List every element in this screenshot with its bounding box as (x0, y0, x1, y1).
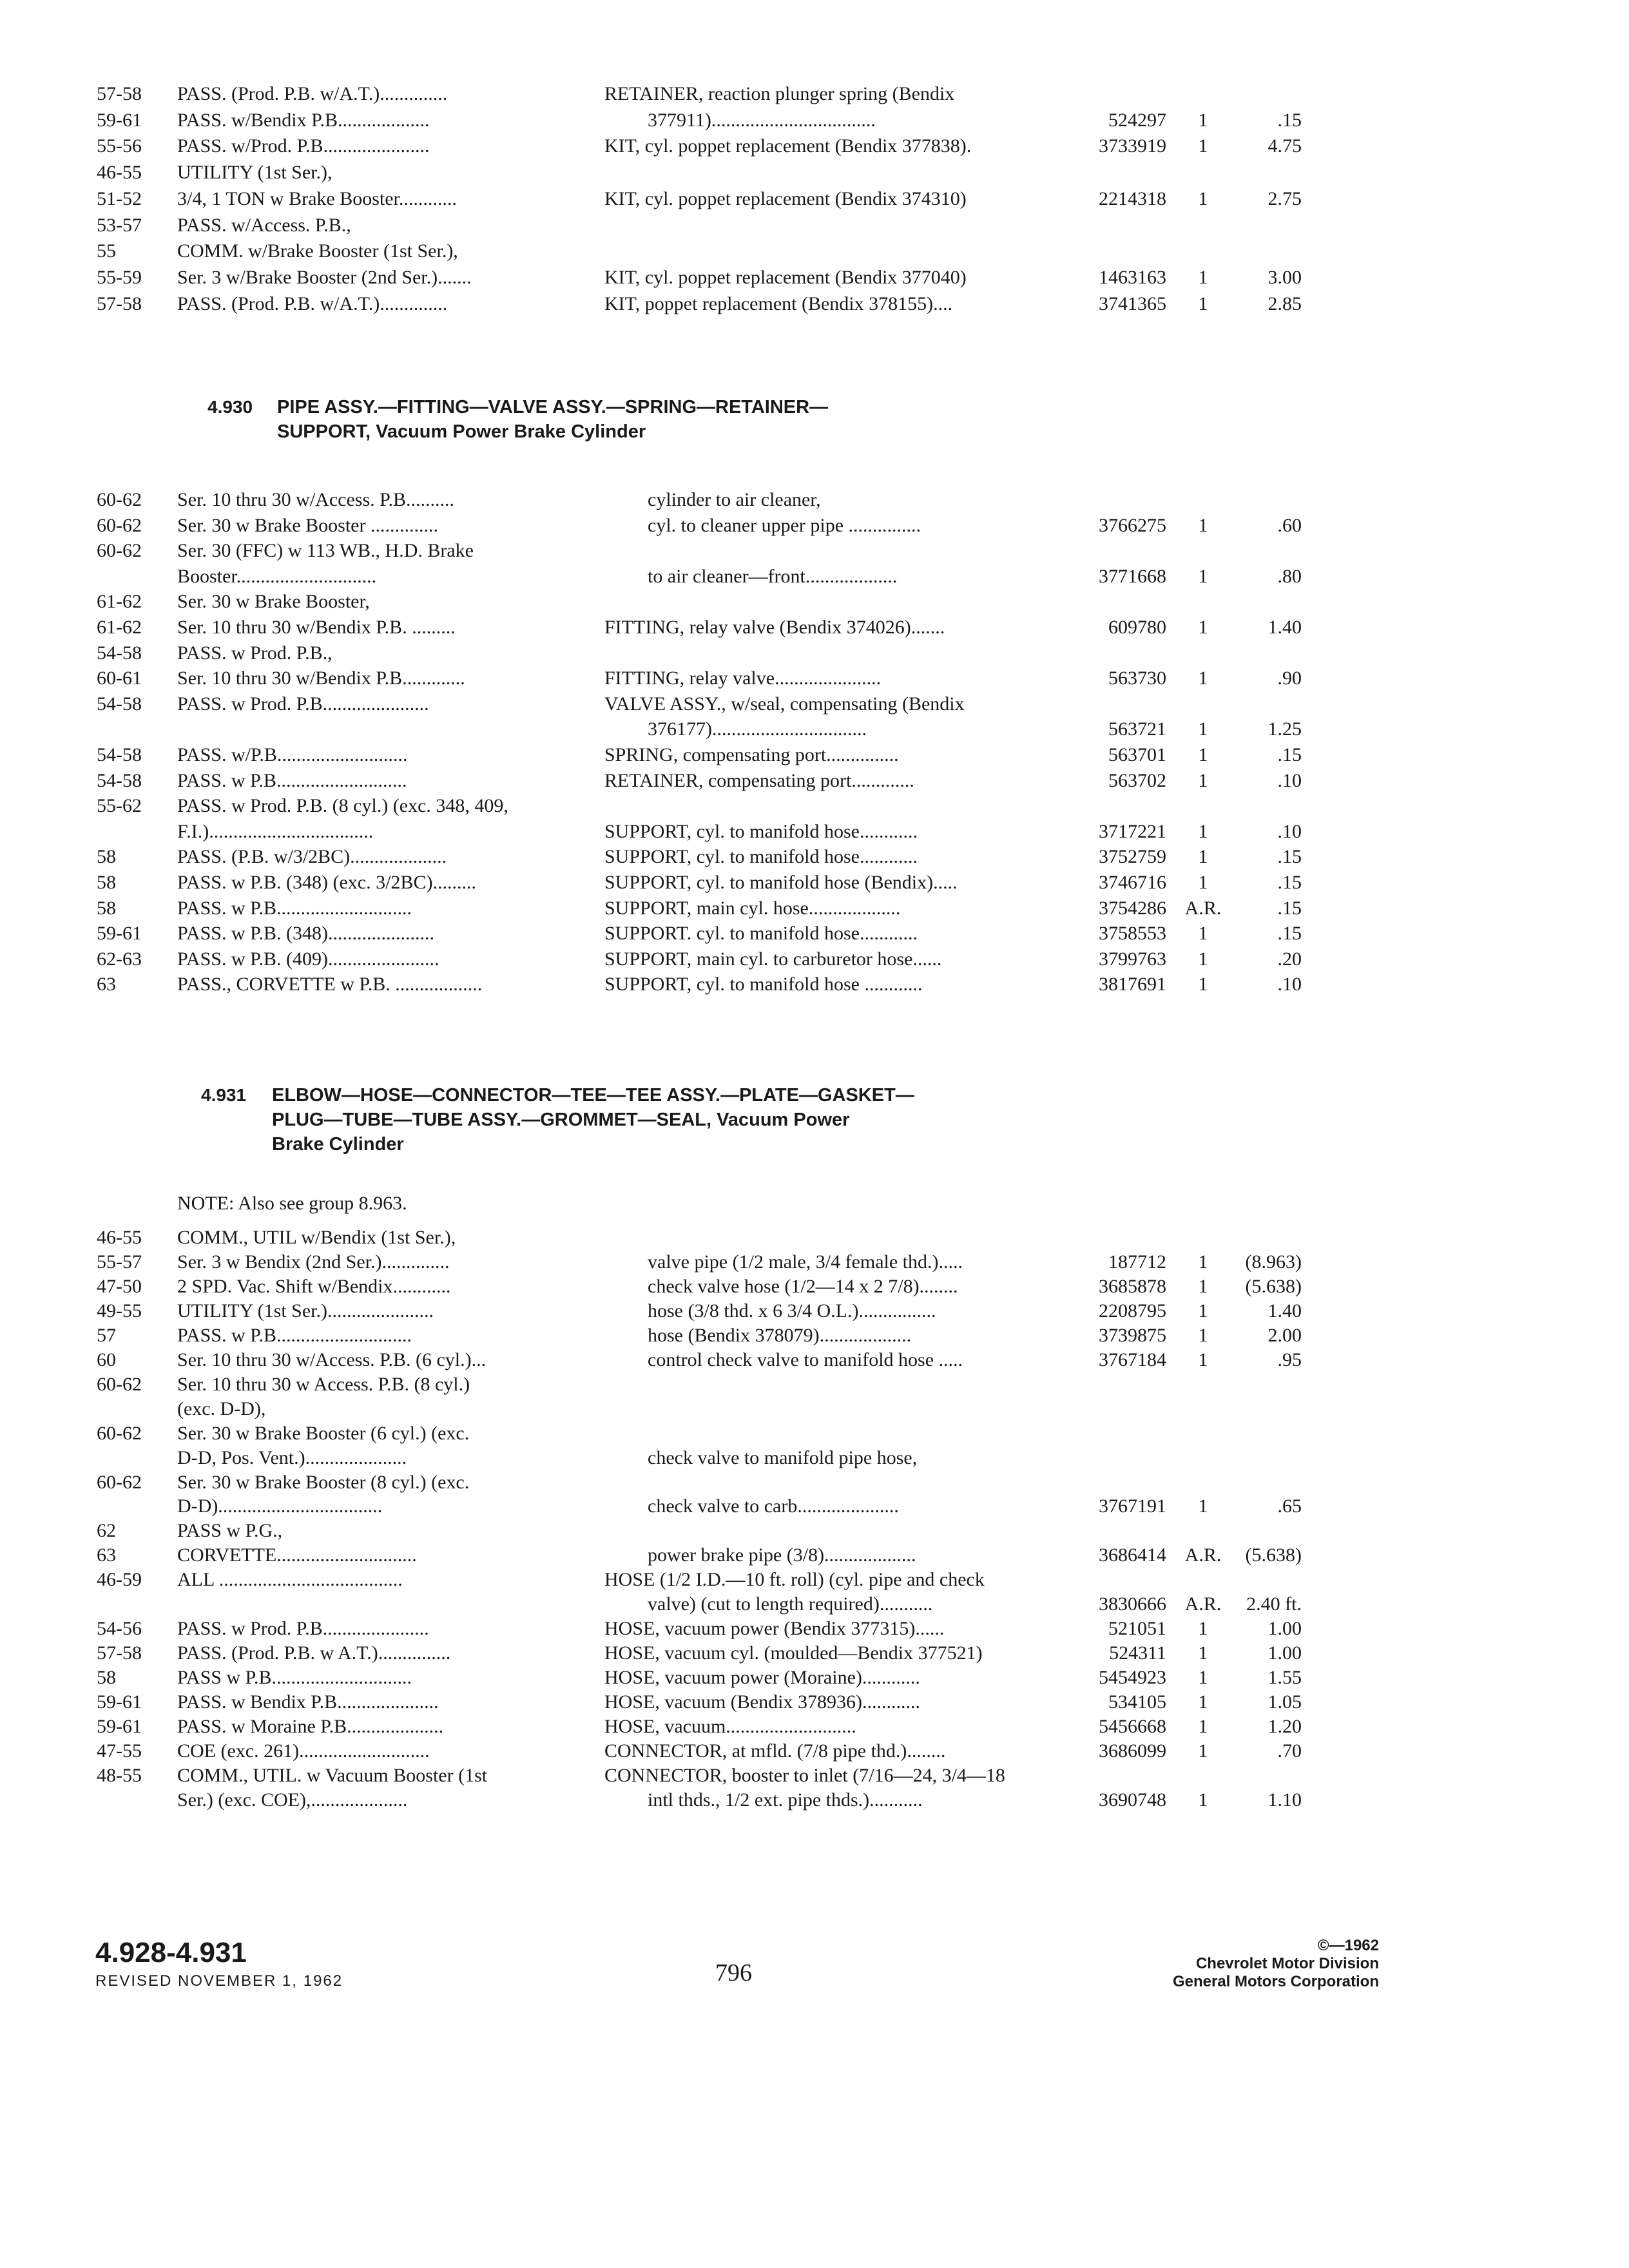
row-price: 1.40 (1268, 1300, 1302, 1321)
row-part-number: 3817691 (1099, 974, 1166, 995)
row-year-range: 63 (97, 974, 116, 995)
section-title-line: PLUG—TUBE—TUBE ASSY.—GROMMET—SEAL, Vacuum Power (272, 1110, 850, 1130)
row-description: KIT, cyl. poppet replacement (Bendix 374310) (604, 188, 967, 209)
row-year-range: 58 (97, 898, 116, 919)
row-quantity: A.R. (1184, 1593, 1222, 1615)
row-application: PASS. w/Access. P.B., (177, 215, 351, 236)
row-quantity: 1 (1198, 668, 1208, 689)
row-application: Ser. 3 w Bendix (2nd Ser.).............. (177, 1251, 450, 1273)
row-year-range: 54-58 (97, 744, 142, 765)
row-price: 2.00 (1268, 1325, 1302, 1346)
row-part-number: 524297 (1108, 110, 1166, 131)
row-price: 1.55 (1268, 1667, 1302, 1688)
row-price: .15 (1277, 846, 1302, 867)
row-price: 1.10 (1268, 1789, 1302, 1811)
row-description: SPRING, compensating port............... (604, 744, 899, 765)
row-application: PASS. (Prod. P.B. w/A.T.).............. (177, 293, 448, 314)
row-price: (5.638) (1245, 1544, 1302, 1566)
row-price: .10 (1277, 974, 1302, 995)
row-year-range: 46-55 (97, 1227, 142, 1248)
section-number: 4.930 (207, 397, 253, 417)
row-application: COMM., UTIL w/Bendix (1st Ser.), (177, 1227, 456, 1248)
row-application: UTILITY (1st Ser.)...................... (177, 1300, 434, 1321)
row-year-range: 59-61 (97, 1716, 142, 1737)
row-year-range: 46-59 (97, 1569, 142, 1590)
row-year-range: 51-52 (97, 188, 142, 209)
row-description: cyl. to cleaner upper pipe ............... (648, 515, 921, 536)
row-application: PASS. w P.B. (348) (exc. 3/2BC)......... (177, 872, 476, 893)
row-description: 377911).................................. (648, 110, 876, 131)
row-price: .15 (1277, 898, 1302, 919)
row-application: PASS. w Prod. P.B...................... (177, 1618, 429, 1639)
row-quantity: 1 (1198, 846, 1208, 867)
row-price: (5.638) (1245, 1276, 1302, 1297)
row-description: SUPPORT, cyl. to manifold hose............ (604, 821, 918, 842)
row-application: Ser. 10 thru 30 w/Access. P.B. (6 cyl.)... (177, 1349, 487, 1370)
row-price: .90 (1277, 668, 1302, 689)
row-price: 4.75 (1268, 135, 1302, 157)
row-description: KIT, poppet replacement (Bendix 378155).... (604, 293, 953, 314)
row-year-range: 57-58 (97, 83, 142, 104)
row-part-number: 609780 (1108, 617, 1166, 638)
row-part-number: 563721 (1108, 718, 1166, 740)
row-application: PASS. w/P.B........................... (177, 744, 408, 765)
row-application: CORVETTE............................. (177, 1544, 417, 1566)
row-year-range: 55 (97, 240, 116, 262)
row-description: FITTING, relay valve (Bendix 374026)....... (604, 617, 945, 638)
row-part-number: 521051 (1108, 1618, 1166, 1639)
row-year-range: 54-56 (97, 1618, 142, 1639)
row-year-range: 57 (97, 1325, 116, 1346)
row-quantity: 1 (1198, 1251, 1208, 1273)
row-year-range: 60-62 (97, 540, 142, 561)
row-year-range: 60-61 (97, 668, 142, 689)
row-part-number: 3767184 (1099, 1349, 1166, 1370)
row-part-number: 3690748 (1099, 1789, 1166, 1811)
row-year-range: 60 (97, 1349, 116, 1370)
row-quantity: 1 (1198, 1691, 1208, 1713)
row-quantity: 1 (1198, 1618, 1208, 1639)
row-application: Ser. 30 w Brake Booster, (177, 591, 370, 612)
row-quantity: 1 (1198, 744, 1208, 765)
row-year-range: 54-58 (97, 693, 142, 715)
row-description: SUPPORT, main cyl. to carburetor hose...... (604, 948, 942, 970)
section-title-line: PIPE ASSY.—FITTING—VALVE ASSY.—SPRING—RETAINER— (277, 397, 829, 418)
row-year-range: 57-58 (97, 1642, 142, 1664)
row-year-range: 58 (97, 872, 116, 893)
row-price: 2.40 ft. (1246, 1593, 1302, 1615)
row-description: CONNECTOR, at mfld. (7/8 pipe thd.)........ (604, 1740, 946, 1762)
row-quantity: 1 (1198, 718, 1208, 740)
row-quantity: 1 (1198, 267, 1208, 288)
row-quantity: 1 (1198, 1325, 1208, 1346)
row-part-number: 3830666 (1099, 1593, 1166, 1615)
row-year-range: 55-56 (97, 135, 142, 157)
row-year-range: 55-62 (97, 795, 142, 816)
row-quantity: 1 (1198, 1716, 1208, 1737)
section-title-line: Brake Cylinder (272, 1134, 404, 1155)
row-application: COE (exc. 261)........................... (177, 1740, 430, 1762)
row-quantity: 1 (1198, 1300, 1208, 1321)
row-part-number: 187712 (1108, 1251, 1166, 1273)
row-application: Ser. 30 w Brake Booster (8 cyl.) (exc. (177, 1472, 470, 1493)
row-description: SUPPORT, cyl. to manifold hose (Bendix)..... (604, 872, 958, 893)
row-year-range: 58 (97, 1667, 116, 1688)
row-application: Ser. 10 thru 30 w/Bendix P.B............. (177, 668, 465, 689)
row-year-range: 59-61 (97, 1691, 142, 1713)
row-description: HOSE, vacuum cyl. (moulded—Bendix 377521) (604, 1642, 983, 1664)
row-year-range: 59-61 (97, 110, 142, 131)
row-description: valve) (cut to length required)........... (648, 1593, 933, 1615)
row-description: KIT, cyl. poppet replacement (Bendix 377040) (604, 267, 967, 288)
row-description: HOSE, vacuum........................... (604, 1716, 856, 1737)
row-price: (8.963) (1245, 1251, 1302, 1273)
row-quantity: 1 (1198, 617, 1208, 638)
row-description: SUPPORT, main cyl. hose................... (604, 898, 901, 919)
row-description: VALVE ASSY., w/seal, compensating (Bendix (604, 693, 965, 715)
row-price: .60 (1277, 515, 1302, 536)
row-application: PASS. w/Prod. P.B...................... (177, 135, 430, 157)
row-description: SUPPORT, cyl. to manifold hose ............ (604, 974, 923, 995)
row-price: 1.05 (1268, 1691, 1302, 1713)
section-number: 4.931 (201, 1085, 247, 1105)
row-description: KIT, cyl. poppet replacement (Bendix 377838). (604, 135, 972, 157)
row-year-range: 60-62 (97, 1374, 142, 1395)
row-application: PASS. w P.B............................ (177, 898, 412, 919)
row-part-number: 563730 (1108, 668, 1166, 689)
row-year-range: 48-55 (97, 1765, 142, 1786)
row-application: PASS. w Moraine P.B.................... (177, 1716, 444, 1737)
row-year-range: 59-61 (97, 923, 142, 944)
row-quantity: 1 (1198, 1276, 1208, 1297)
row-year-range: 55-57 (97, 1251, 142, 1273)
row-part-number: 3746716 (1099, 872, 1166, 893)
row-application: ALL ...................................... (177, 1569, 403, 1590)
row-description: cylinder to air cleaner, (648, 489, 821, 510)
row-application: COMM. w/Brake Booster (1st Ser.), (177, 240, 458, 262)
row-application: UTILITY (1st Ser.), (177, 162, 333, 183)
row-price: 1.25 (1268, 718, 1302, 740)
row-application: 2 SPD. Vac. Shift w/Bendix............ (177, 1276, 451, 1297)
footer-publisher-line2: General Motors Corporation (1172, 1973, 1379, 1990)
row-year-range: 60-62 (97, 515, 142, 536)
row-application: Ser. 30 (FFC) w 113 WB., H.D. Brake (177, 540, 474, 561)
row-part-number: 524311 (1109, 1642, 1166, 1664)
row-application: 3/4, 1 TON w Brake Booster............ (177, 188, 457, 209)
row-application: PASS. (P.B. w/3/2BC).................... (177, 846, 447, 867)
row-part-number: 3717221 (1099, 821, 1166, 842)
row-application: PASS. w Bendix P.B..................... (177, 1691, 439, 1713)
row-application: PASS. w P.B............................ (177, 1325, 412, 1346)
row-application: F.I.).................................. (177, 821, 374, 842)
row-price: .80 (1277, 566, 1302, 587)
row-description: to air cleaner—front................... (648, 566, 898, 587)
row-quantity: 1 (1198, 135, 1208, 157)
row-price: .10 (1277, 821, 1302, 842)
row-application: PASS. w Prod. P.B. (8 cyl.) (exc. 348, 409, (177, 795, 508, 816)
row-part-number: 2214318 (1099, 188, 1166, 209)
row-application: PASS. (Prod. P.B. w/A.T.).............. (177, 83, 448, 104)
row-application: D-D, Pos. Vent.)..................... (177, 1447, 407, 1468)
row-quantity: 1 (1198, 974, 1208, 995)
row-quantity: 1 (1198, 1740, 1208, 1762)
row-price: .65 (1277, 1495, 1302, 1517)
section-note: NOTE: Also see group 8.963. (177, 1193, 407, 1214)
row-quantity: 1 (1198, 923, 1208, 944)
row-quantity: A.R. (1184, 1544, 1222, 1566)
row-quantity: 1 (1198, 110, 1208, 131)
row-description: SUPPORT. cyl. to manifold hose............ (604, 923, 918, 944)
row-price: .10 (1277, 770, 1302, 791)
row-part-number: 3758553 (1099, 923, 1166, 944)
row-part-number: 3771668 (1099, 566, 1166, 587)
row-price: 2.75 (1268, 188, 1302, 209)
row-quantity: 1 (1198, 1495, 1208, 1517)
footer-revised-date: REVISED NOVEMBER 1, 1962 (95, 1972, 343, 1990)
row-year-range: 57-58 (97, 293, 142, 314)
row-application: Ser.) (exc. COE),.................... (177, 1789, 408, 1811)
row-application: PASS. w P.B. (348)...................... (177, 923, 434, 944)
row-application: (exc. D-D), (177, 1398, 266, 1419)
row-application: PASS w P.G., (177, 1520, 283, 1541)
row-description: check valve to manifold pipe hose, (648, 1447, 918, 1468)
row-quantity: 1 (1198, 188, 1208, 209)
row-price: .15 (1277, 923, 1302, 944)
section-title-line: SUPPORT, Vacuum Power Brake Cylinder (277, 421, 646, 442)
row-year-range: 53-57 (97, 215, 142, 236)
row-part-number: 5454923 (1099, 1667, 1166, 1688)
footer-section-range: 4.928-4.931 (95, 1937, 247, 1968)
row-description: RETAINER, reaction plunger spring (Bendix (604, 83, 955, 104)
row-description: intl thds., 1/2 ext. pipe thds.)........... (648, 1789, 923, 1811)
row-part-number: 3766275 (1099, 515, 1166, 536)
row-price: .95 (1277, 1349, 1302, 1370)
row-application: Ser. 10 thru 30 w/Access. P.B.......... (177, 489, 454, 510)
row-description: HOSE, vacuum (Bendix 378936)............ (604, 1691, 920, 1713)
row-application: PASS. w/Bendix P.B................... (177, 110, 430, 131)
section-title-line: ELBOW—HOSE—CONNECTOR—TEE—TEE ASSY.—PLATE—GASKET— (272, 1085, 914, 1106)
row-description: HOSE, vacuum power (Bendix 377315)...... (604, 1618, 945, 1639)
row-description: valve pipe (1/2 male, 3/4 female thd.)..... (648, 1251, 963, 1273)
row-quantity: 1 (1198, 1667, 1208, 1688)
row-price: .15 (1277, 744, 1302, 765)
row-application: Ser. 10 thru 30 w/Bendix P.B. ......... (177, 617, 456, 638)
row-year-range: 60-62 (97, 489, 142, 510)
row-year-range: 63 (97, 1544, 116, 1566)
row-part-number: 3767191 (1099, 1495, 1166, 1517)
row-price: .70 (1277, 1740, 1302, 1762)
row-description: HOSE (1/2 I.D.—10 ft. roll) (cyl. pipe and check (604, 1569, 985, 1590)
row-part-number: 3741365 (1099, 293, 1166, 314)
row-part-number: 3739875 (1099, 1325, 1166, 1346)
row-year-range: 54-58 (97, 770, 142, 791)
row-application: Ser. 10 thru 30 w Access. P.B. (8 cyl.) (177, 1374, 470, 1395)
row-application: COMM., UTIL. w Vacuum Booster (1st (177, 1765, 488, 1786)
row-description: hose (Bendix 378079)................... (648, 1325, 912, 1346)
row-quantity: 1 (1198, 821, 1208, 842)
row-price: 1.20 (1268, 1716, 1302, 1737)
row-description: check valve to carb..................... (648, 1495, 899, 1517)
row-year-range: 54-58 (97, 642, 142, 664)
row-part-number: 3685878 (1099, 1276, 1166, 1297)
row-price: 1.40 (1268, 617, 1302, 638)
row-part-number: 3686414 (1099, 1544, 1166, 1566)
row-year-range: 47-50 (97, 1276, 142, 1297)
row-description: 376177)................................ (648, 718, 867, 740)
row-part-number: 3686099 (1099, 1740, 1166, 1762)
row-year-range: 62 (97, 1520, 116, 1541)
row-price: 3.00 (1268, 267, 1302, 288)
row-year-range: 47-55 (97, 1740, 142, 1762)
row-description: control check valve to manifold hose ..... (648, 1349, 963, 1370)
row-part-number: 1463163 (1099, 267, 1166, 288)
row-part-number: 5456668 (1099, 1716, 1166, 1737)
footer-page-number: 796 (715, 1959, 752, 1986)
row-application: PASS w P.B............................. (177, 1667, 412, 1688)
row-description: CONNECTOR, booster to inlet (7/16—24, 3/4—18 (604, 1765, 1005, 1786)
row-price: .15 (1277, 110, 1302, 131)
row-description: SUPPORT, cyl. to manifold hose............ (604, 846, 918, 867)
row-application: PASS. w Prod. P.B., (177, 642, 333, 664)
row-price: .20 (1277, 948, 1302, 970)
row-description: FITTING, relay valve...................... (604, 668, 882, 689)
row-description: power brake pipe (3/8)................... (648, 1544, 916, 1566)
row-year-range: 62-63 (97, 948, 142, 970)
row-part-number: 3752759 (1099, 846, 1166, 867)
row-price: 1.00 (1268, 1642, 1302, 1664)
row-part-number: 2208795 (1099, 1300, 1166, 1321)
row-year-range: 55-59 (97, 267, 142, 288)
row-quantity: 1 (1198, 566, 1208, 587)
row-year-range: 61-62 (97, 591, 142, 612)
row-price: 1.00 (1268, 1618, 1302, 1639)
row-quantity: 1 (1198, 770, 1208, 791)
row-part-number: 3733919 (1099, 135, 1166, 157)
footer-copyright: ©—1962 (1317, 1937, 1379, 1954)
row-application: Ser. 30 w Brake Booster (6 cyl.) (exc. (177, 1423, 470, 1444)
row-year-range: 60-62 (97, 1423, 142, 1444)
row-application: PASS. w P.B........................... (177, 770, 407, 791)
row-description: RETAINER, compensating port............. (604, 770, 914, 791)
row-year-range: 61-62 (97, 617, 142, 638)
footer-publisher-line1: Chevrolet Motor Division (1195, 1955, 1379, 1972)
row-year-range: 49-55 (97, 1300, 142, 1321)
row-price: .15 (1277, 872, 1302, 893)
row-quantity: 1 (1198, 1642, 1208, 1664)
row-application: PASS. (Prod. P.B. w A.T.)............... (177, 1642, 451, 1664)
row-application: Booster............................. (177, 566, 377, 587)
row-quantity: A.R. (1184, 898, 1222, 919)
row-application: PASS. w P.B. (409)....................... (177, 948, 439, 970)
row-part-number: 3754286 (1099, 898, 1166, 919)
row-quantity: 1 (1198, 948, 1208, 970)
row-description: hose (3/8 thd. x 6 3/4 O.L.)................ (648, 1300, 936, 1321)
row-part-number: 563701 (1108, 744, 1166, 765)
row-quantity: 1 (1198, 1349, 1208, 1370)
row-quantity: 1 (1198, 515, 1208, 536)
row-application: Ser. 30 w Brake Booster .............. (177, 515, 438, 536)
row-description: HOSE, vacuum power (Moraine)............ (604, 1667, 920, 1688)
row-application: PASS. w Prod. P.B...................... (177, 693, 429, 715)
row-part-number: 534105 (1108, 1691, 1166, 1713)
row-part-number: 3799763 (1099, 948, 1166, 970)
row-part-number: 563702 (1108, 770, 1166, 791)
row-description: check valve hose (1/2—14 x 2 7/8)........ (648, 1276, 958, 1297)
row-year-range: 58 (97, 846, 116, 867)
row-application: D-D).................................. (177, 1495, 383, 1517)
row-quantity: 1 (1198, 872, 1208, 893)
row-quantity: 1 (1198, 293, 1208, 314)
row-price: 2.85 (1268, 293, 1302, 314)
row-application: Ser. 3 w/Brake Booster (2nd Ser.)....... (177, 267, 472, 288)
row-quantity: 1 (1198, 1789, 1208, 1811)
row-year-range: 46-55 (97, 162, 142, 183)
row-year-range: 60-62 (97, 1472, 142, 1493)
row-application: PASS., CORVETTE w P.B. .................. (177, 974, 483, 995)
